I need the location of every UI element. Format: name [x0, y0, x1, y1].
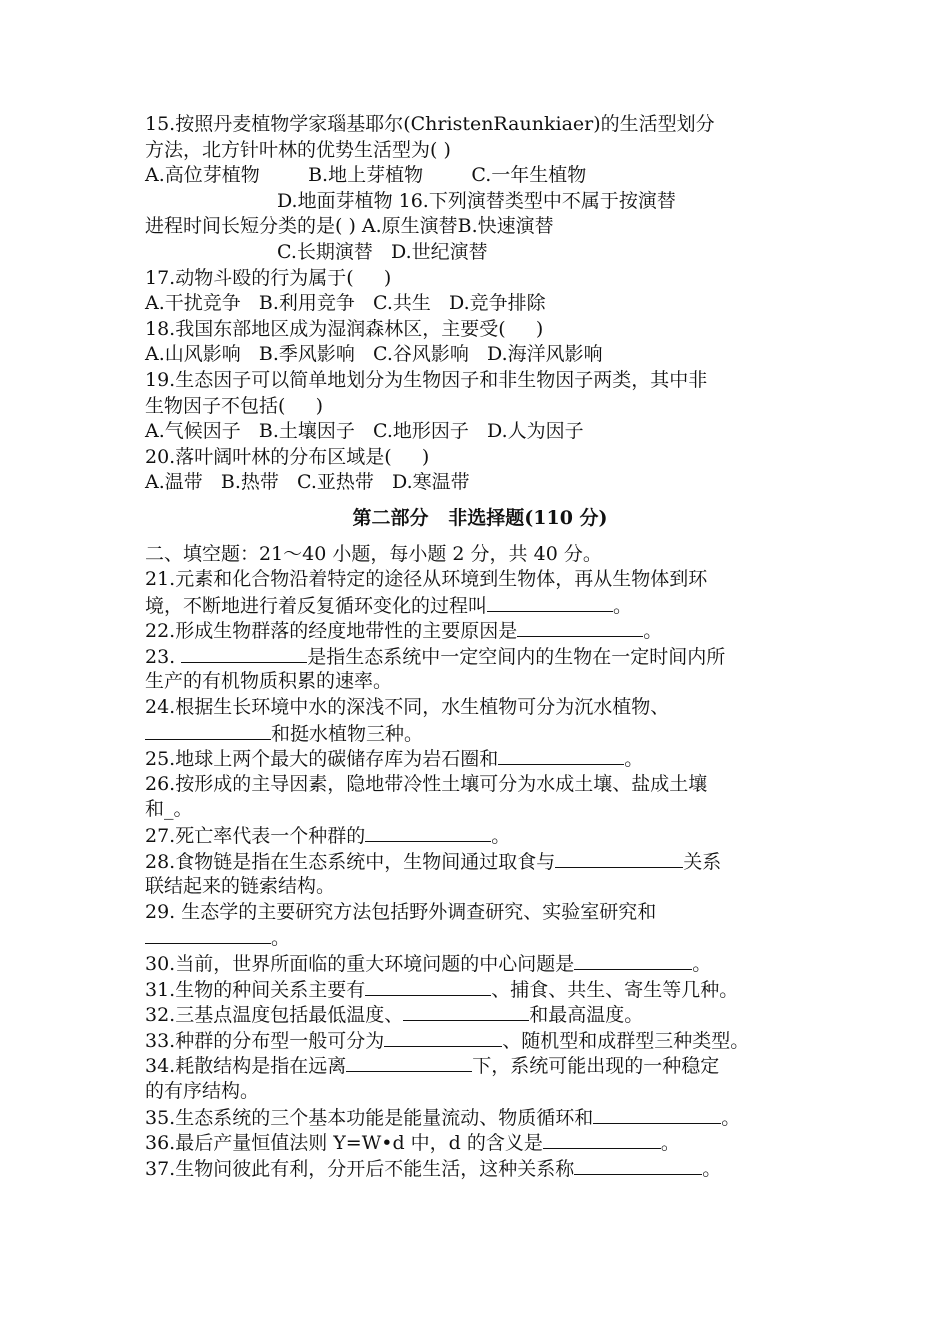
question-33-text: 33.种群的分布型一般可分为: [145, 1029, 385, 1052]
question-27: [145, 823, 815, 849]
question-17-options: A.干扰竞争 B.利用竞争 C.共生 D.竞争排除: [145, 292, 546, 315]
answer-blank: [145, 925, 271, 944]
question-34-text: 34.耗散结构是指在远离: [145, 1055, 347, 1078]
question-30-text: 30.当前，世界所面临的重大环境问题的中心问题是: [145, 953, 575, 975]
question-31: [145, 977, 815, 1003]
question-35: [145, 1105, 815, 1131]
answer-blank: [346, 1053, 472, 1072]
question-29-line-1: 29. 生态学的主要研究方法包括野外调查研究、实验室研究和: [145, 900, 657, 923]
question-18-options: A.山风影响 B.季风影响 C.谷风影响 D.海洋风影响: [145, 343, 603, 366]
question-23-number: 23.: [145, 645, 176, 668]
question-21-line-2: [145, 593, 815, 619]
question-29-line-2: [145, 925, 815, 951]
question-19-line-2: 生物因子不包括( ): [145, 394, 324, 417]
answer-blank: [555, 849, 683, 868]
fill-intro: 二、填空题：21～40 小题，每小题 2 分，共 40 分。: [145, 542, 602, 565]
document-page: [145, 112, 815, 1181]
answer-blank: [498, 746, 624, 765]
question-25: [145, 746, 815, 772]
period: 。: [692, 953, 712, 975]
question-22: [145, 618, 815, 644]
question-17: 17.动物斗殴的行为属于( ): [145, 266, 392, 289]
answer-blank: [181, 644, 307, 663]
question-24-line-2: [145, 721, 815, 747]
question-34-text-end: 下，系统可能出现的一种稳定: [472, 1055, 720, 1078]
question-21-line-1: 21.元素和化合物沿着特定的途径从环境到生物体，再从生物体到环: [145, 568, 708, 591]
period: 。: [702, 1157, 722, 1180]
answer-blank: [574, 951, 692, 970]
question-20: 20.落叶阔叶林的分布区域是( ): [145, 445, 430, 468]
question-26-line-1: 26.按形成的主导因素，隐地带冷性土壤可分为水成土壤、盐成土壤: [145, 772, 708, 795]
period: 。: [721, 1106, 741, 1129]
question-31-text-end: 、捕食、共生、寄生等几种。: [491, 978, 739, 1001]
question-33-text-end: 、随机型和成群型三种类型。: [502, 1029, 750, 1052]
period: 。: [624, 748, 644, 771]
period: 。: [271, 927, 291, 950]
question-36: [145, 1130, 815, 1156]
question-16-line: 进程时间长短分类的是( ) A.原生演替B.快速演替: [145, 215, 554, 238]
answer-blank: [365, 823, 491, 842]
question-33: [145, 1028, 815, 1054]
question-37: [145, 1156, 815, 1182]
question-19-options: A.气候因子 B.土壤因子 C.地形因子 D.人为因子: [145, 420, 584, 443]
question-35-text: 35.生态系统的三个基本功能是能量流动、物质循环和: [145, 1106, 594, 1129]
answer-blank: [487, 593, 613, 612]
question-32-text-end: 和最高温度。: [529, 1004, 644, 1027]
answer-blank: [517, 618, 643, 637]
answer-blank: [384, 1028, 502, 1047]
question-30: [145, 951, 815, 977]
question-23-line-1: [145, 644, 815, 670]
question-23-text: 是指生态系统中一定空间内的生物在一定时间内所: [307, 645, 726, 668]
question-28-line-2: 联结起来的链索结构。: [145, 875, 336, 898]
question-37-text: 37.生物问彼此有利，分开后不能生活，这种关系称: [145, 1157, 575, 1180]
question-26-line-2: 和_。: [145, 798, 193, 821]
period: 。: [660, 1132, 680, 1155]
question-15-line-1: 15.按照丹麦植物学家瑙基耶尔(ChristenRaunkiaer)的生活型划分: [145, 113, 715, 135]
question-20-options: A.温带 B.热带 C.亚热带 D.寒温带: [145, 471, 470, 494]
answer-blank: [543, 1130, 661, 1149]
question-21-text: 境，不断地进行着反复循环变化的过程叫: [145, 594, 488, 617]
question-31-text: 31.生物的种间关系主要有: [145, 978, 366, 1001]
question-25-text: 25.地球上两个最大的碳储存库为岩石圈和: [145, 748, 499, 771]
answer-blank: [145, 721, 271, 740]
period: 。: [491, 825, 511, 848]
period: 。: [643, 620, 663, 643]
question-34-line-2: 的有序结构。: [145, 1079, 260, 1102]
question-34-line-1: [145, 1053, 815, 1079]
question-24-line-1: 24.根据生长环境中水的深浅不同，水生植物可分为沉水植物、: [145, 696, 670, 719]
question-32-text: 32.三基点温度包括最低温度、: [145, 1004, 404, 1027]
question-18: 18.我国东部地区成为湿润森林区，主要受( ): [145, 317, 544, 340]
question-15-line-2: 方法，北方针叶林的优势生活型为( ): [145, 138, 451, 161]
question-27-text: 27.死亡率代表一个种群的: [145, 825, 366, 848]
section-heading: 第二部分 非选择题(110 分): [352, 506, 608, 529]
answer-blank: [593, 1105, 721, 1124]
answer-blank: [403, 1002, 529, 1021]
question-28-text: 28.食物链是指在生态系统中，生物间通过取食与: [145, 850, 556, 873]
question-22-text: 22.形成生物群落的经度地带性的主要原因是: [145, 620, 518, 643]
question-15-option-d: D.地面芽植物 16.下列演替类型中不属于按演替: [277, 189, 676, 212]
question-32: [145, 1002, 815, 1028]
question-28-text-end: 关系: [683, 850, 722, 873]
question-19-line-1: 19.生态因子可以简单地划分为生物因子和非生物因子两类，其中非: [145, 368, 708, 391]
answer-blank: [365, 977, 491, 996]
question-36-text: 36.最后产量恒值法则 Y=W•d 中，d 的含义是: [145, 1132, 543, 1155]
answer-blank: [574, 1156, 702, 1175]
question-23-line-2: 生产的有机物质积累的速率。: [145, 670, 393, 693]
question-24-text: 和挺水植物三种。: [271, 722, 424, 745]
question-28-line-1: [145, 849, 815, 875]
period: 。: [613, 594, 633, 617]
question-15-options: A.高位芽植物 B.地上芽植物 C.一年生植物: [145, 164, 587, 187]
question-16-options: C.长期演替 D.世纪演替: [277, 240, 488, 263]
